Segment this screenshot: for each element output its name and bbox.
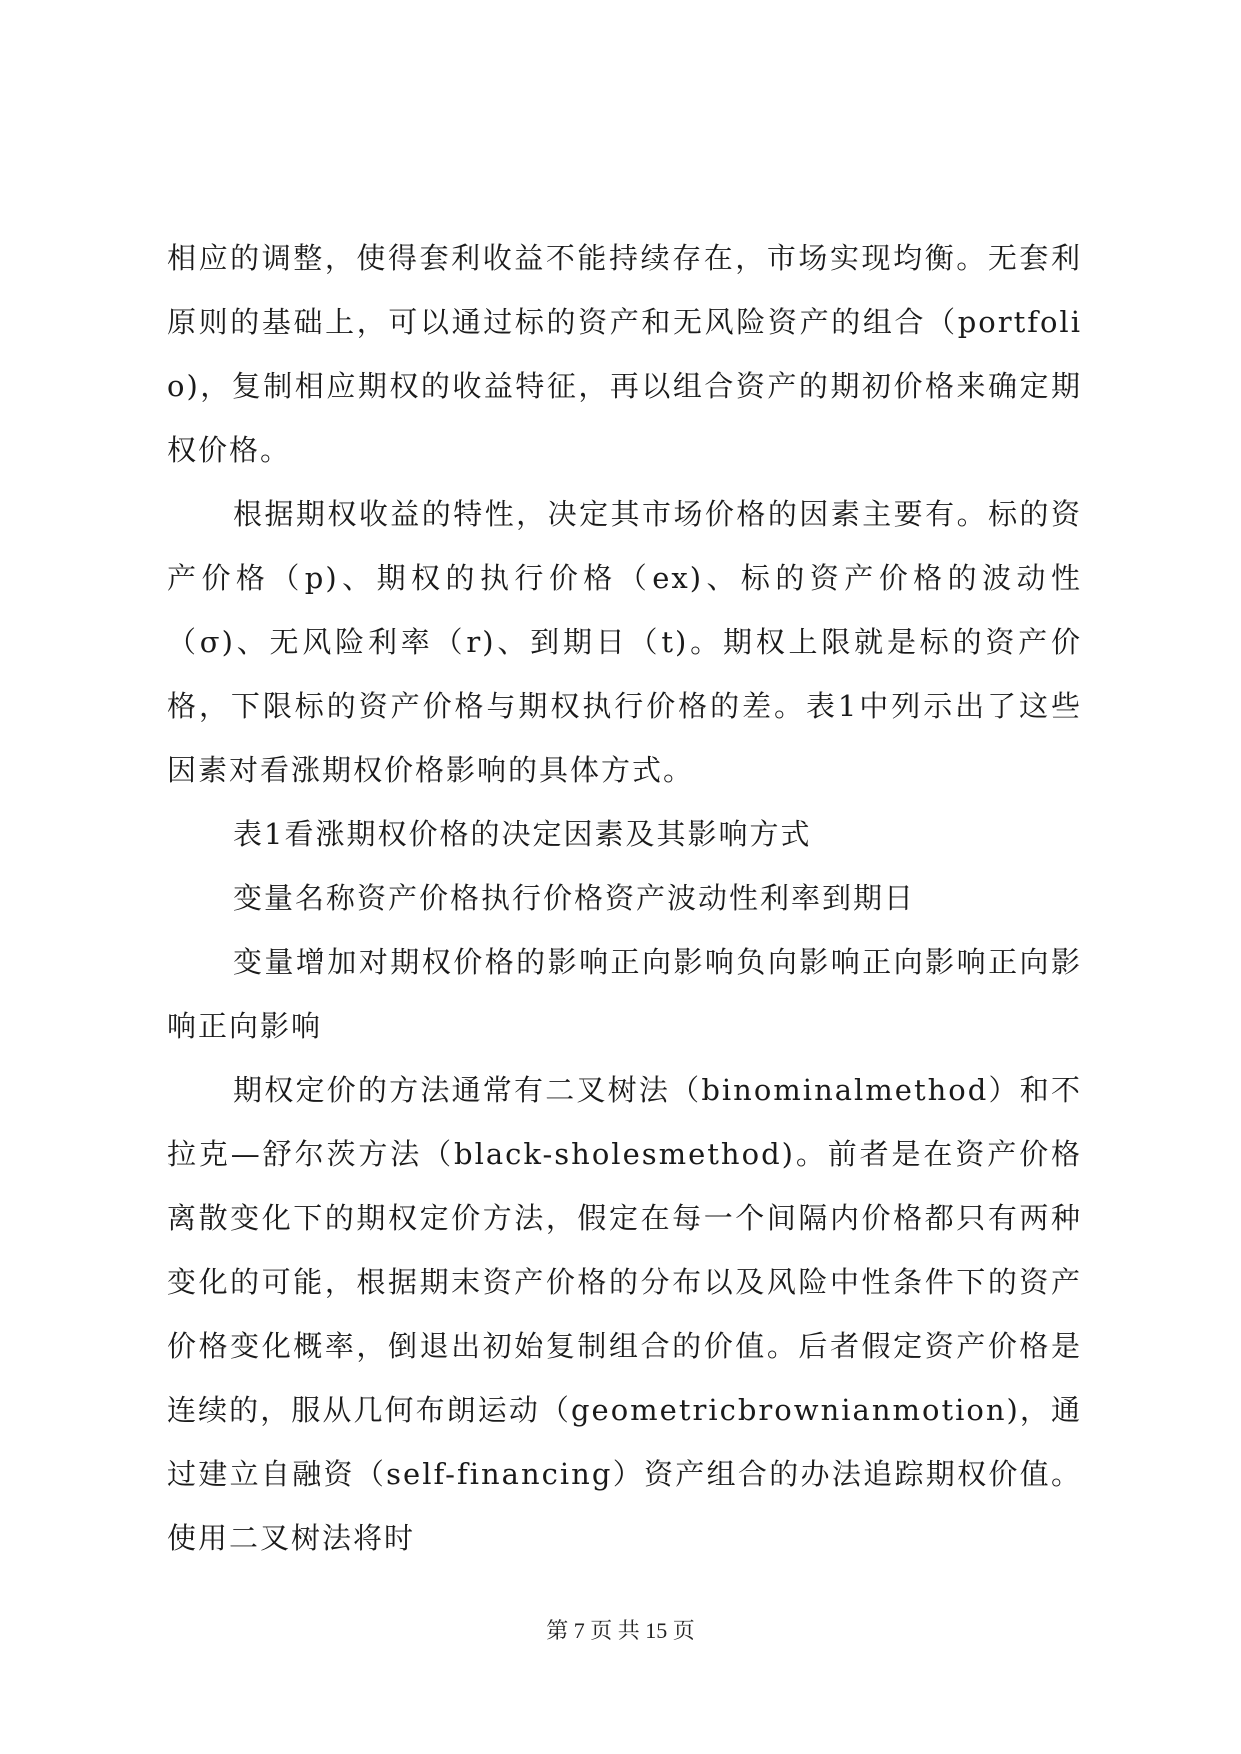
paragraph-pricing-methods: 期权定价的方法通常有二叉树法（binominalmethod）和不拉克—舒尔茨方法（black-sholesmethod)。前者是在资产价格离散变化下的期权定价方法，假定在每一个间隔内价格都只有两种变化的可能，根据期末资产价格的分布以及风险中性条件下的资产价格变化概率，倒退出初始复制组合的价值。后者假定资产价格是连续的，服从几何布朗运动（geometricbrownianmotion)，通过建立自融资（self-financing）资产组合的办法追踪期权价值。使用二叉树法将时 (167, 1073, 1082, 1555)
document-body (167, 226, 1082, 1570)
table-header-row: 变量名称资产价格执行价格资产波动性利率到期日 (233, 881, 916, 915)
paragraph-pricing-factors: 根据期权收益的特性，决定其市场价格的因素主要有。标的资产价格（p)、期权的执行价格（ex)、标的资产价格的波动性（σ)、无风险利率（r)、到期日（t)。期权上限就是标的资产价格，下限标的资产价格与期权执行价格的差。表1中列示出了这些因素对看涨期权价格影响的具体方式。 (167, 497, 1082, 787)
table-effect-row: 变量增加对期权价格的影响正向影响负向影响正向影响正向影响正向影响 (167, 945, 1082, 1043)
paragraph-continuation: 相应的调整，使得套利收益不能持续存在，市场实现均衡。无套利原则的基础上，可以通过标的资产和无风险资产的组合（portfolio)，复制相应期权的收益特征，再以组合资产的期初价格来确定期权价格。 (167, 241, 1082, 467)
page-number-footer: 第 7 页 共 15 页 (546, 1618, 695, 1643)
table-caption: 表1看涨期权价格的决定因素及其影响方式 (233, 817, 812, 851)
